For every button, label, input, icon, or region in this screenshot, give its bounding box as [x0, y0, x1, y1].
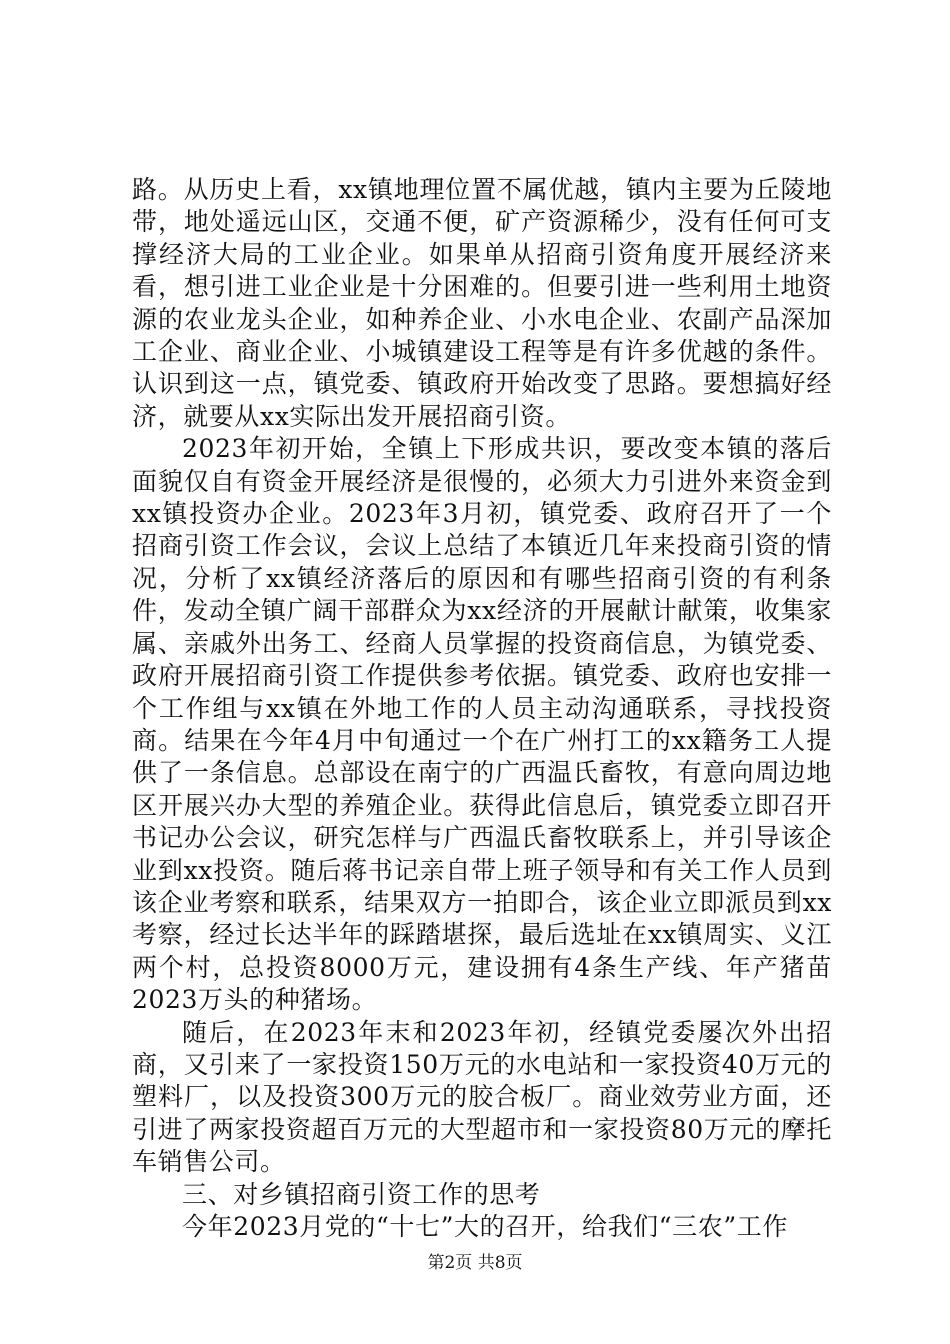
page-number-label: 第2页 共8页	[427, 1253, 523, 1273]
page-footer	[0, 1248, 950, 1273]
section-heading-reflection: 三、对乡镇招商引资工作的思考	[182, 1179, 541, 1209]
paragraph-seventeenth-congress: 今年2023月党的“十七”大的召开，给我们“三农”工作	[182, 1212, 788, 1241]
paragraph-subsequent-investment: 随后，在2023年末和2023年初，经镇党委屡次外出招商，又引来了一家投资150万元的水电站和一家投资40万元的塑料厂，以及投资300万元的胶合板厂。商业效劳业方面，还引进了两家投资超百万元的大型超市和一家投资80万元的摩托车销售公司。	[132, 1017, 832, 1177]
paragraph-2023-start: 2023年初开始，全镇上下形成共识，要改变本镇的落后面貌仅自有资金开展经济是很慢的，必须大力引进外来资金到xx镇投资办企业。2023年3月初，镇党委、政府召开了一个招商引资工作会议，会议上总结了本镇近几年来投商引资的情况，分析了xx镇经济落后的原因和有哪些招商引资的有利条件，发动全镇广阔干部群众为xx经济的开展献计献策，收集家属、亲戚外出务工、经商人员掌握的投资商信息，为镇党委、政府开展招商引资工作提供参考依据。镇党委、政府也安排一个工作组与xx镇在外地工作的人员主动沟通联系，寻找投资商。结果在今年4月中旬通过一个在广州打工的xx籍务工人提供了一条信息。总部设在南宁的广西温氏畜牧，有意向周边地区开展兴办大型的养殖企业。获得此信息后，镇党委立即召开书记办公会议，研究怎样与广西温氏畜牧联系上，并引导该企业到xx投资。随后蒋书记亲自带上班子领导和有关工作人员到该企业考察和联系，结果双方一拍即合，该企业立即派员到xx考察，经过长达半年的踩踏堪探，最后选址在xx镇周实、义江两个村，总投资8000万元，建设拥有4条生产线、年产猪苗2023万头的种猪场。	[132, 434, 832, 1015]
document-body	[132, 174, 832, 1243]
paragraph-continuation: 路。从历史上看，xx镇地理位置不属优越，镇内主要为丘陵地带，地处遥远山区，交通不便，矿产资源稀少，没有任何可支撑经济大局的工业企业。如果单从招商引资角度开展经济来看，想引进工业企业是十分困难的。但要引进一些利用土地资源的农业龙头企业，如种养企业、小水电企业、农副产品深加工企业、商业企业、小城镇建设工程等是有许多优越的条件。认识到这一点，镇党委、镇政府开始改变了思路。要想搞好经济，就要从xx实际出发开展招商引资。	[132, 175, 832, 431]
